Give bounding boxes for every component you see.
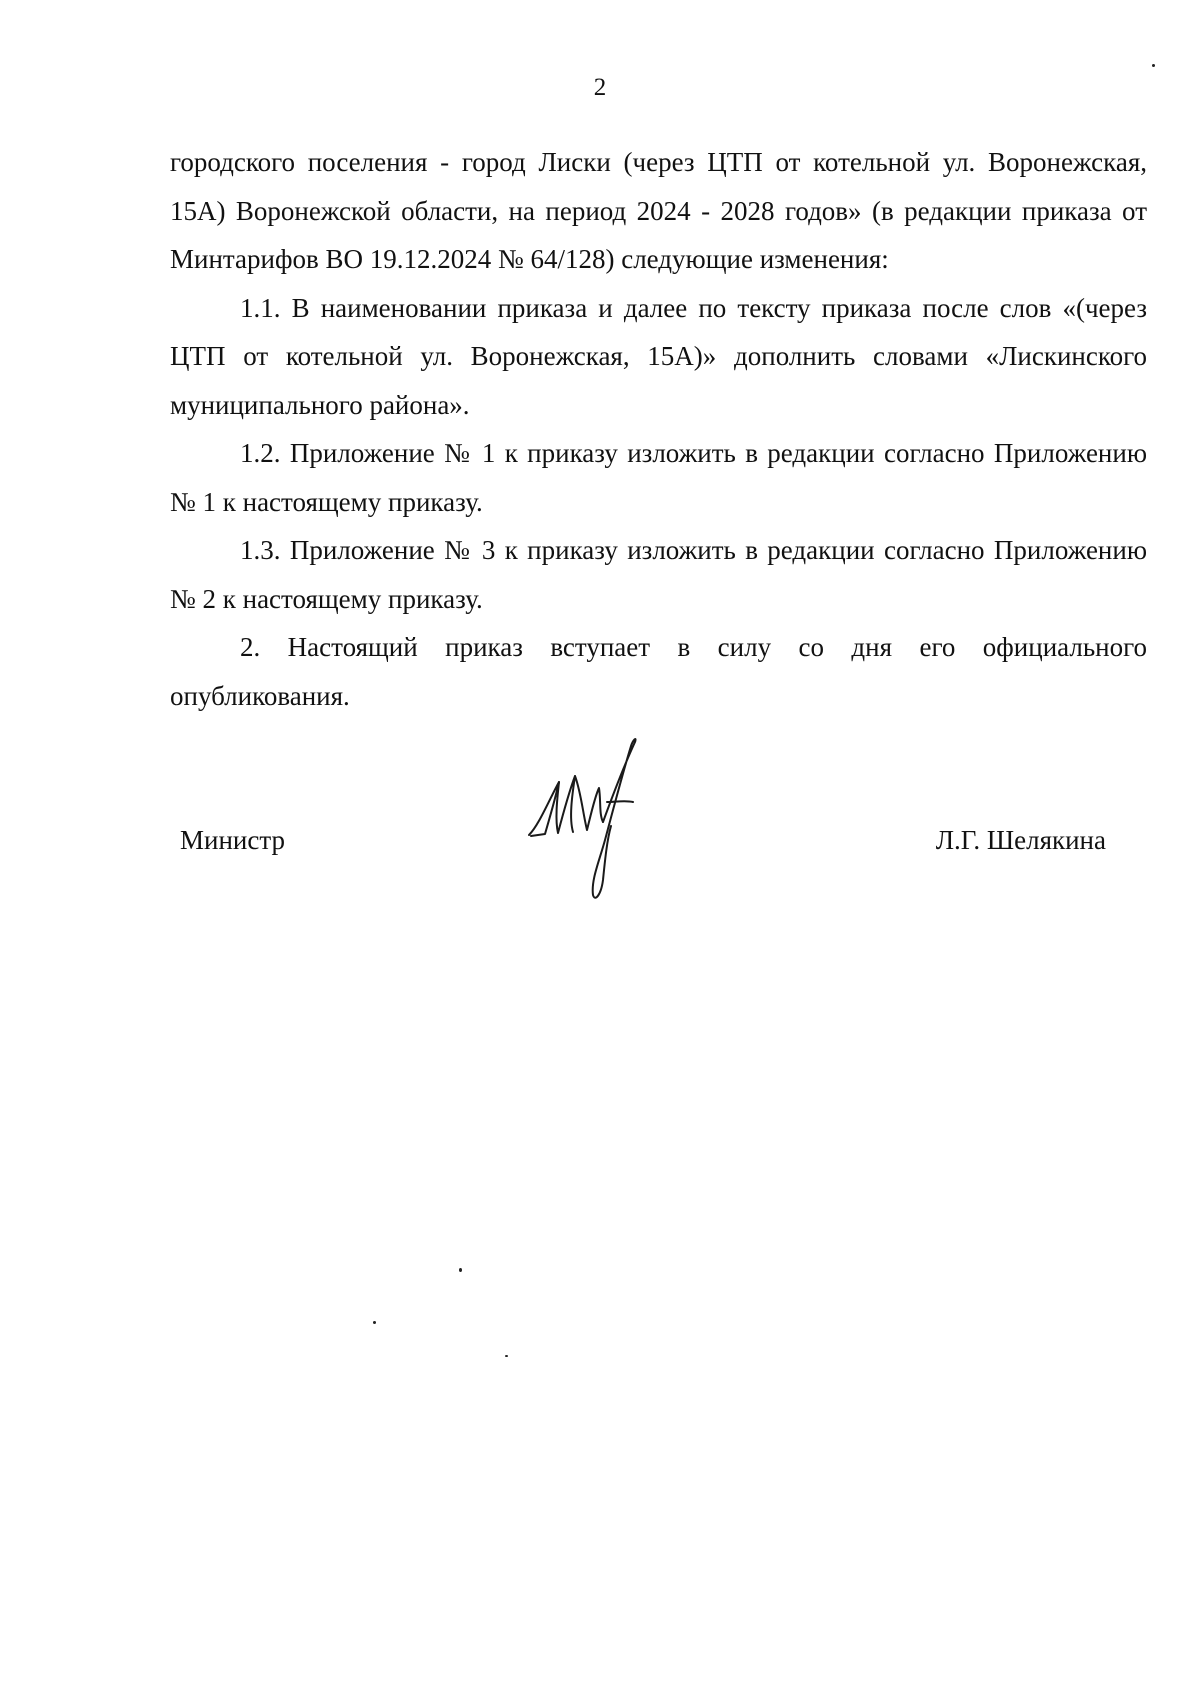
scan-speck <box>505 1355 508 1357</box>
paragraph-continuation: городского поселения - город Лиски (через ЦТП от котельной ул. Воронежская, 15А) Воронежской области, на период 2024 - 2028 годов» (в редакции приказа от Минтарифов ВО 19.12.2024 № 64/128) следующие изменения: <box>170 147 1147 274</box>
paragraph-1-3: 1.3. Приложение № 3 к приказу изложить в редакции согласно Приложению № 2 к настоящему приказу. <box>170 535 1147 614</box>
scan-speck <box>373 1321 376 1324</box>
paragraph-1-1: 1.1. В наименовании приказа и далее по тексту приказа после слов «(через ЦТП от котельной ул. Воронежская, 15А)» дополнить словами «Лискинского муниципального района». <box>170 292 1147 420</box>
signatory-name: Л.Г. Шелякина <box>935 825 1106 855</box>
signatory-title: Министр <box>180 825 285 855</box>
body-text <box>170 138 1147 720</box>
scan-speck <box>459 1268 462 1272</box>
paragraph-2: 2. Настоящий приказ вступает в силу со дня его официального опубликования. <box>170 632 1147 711</box>
paragraph-1-2: 1.2. Приложение № 1 к приказу изложить в редакции согласно Приложению № 1 к настоящему приказу. <box>170 438 1147 517</box>
scan-speck <box>1152 64 1155 67</box>
page-number: 2 <box>593 74 607 101</box>
handwritten-signature <box>525 730 665 915</box>
